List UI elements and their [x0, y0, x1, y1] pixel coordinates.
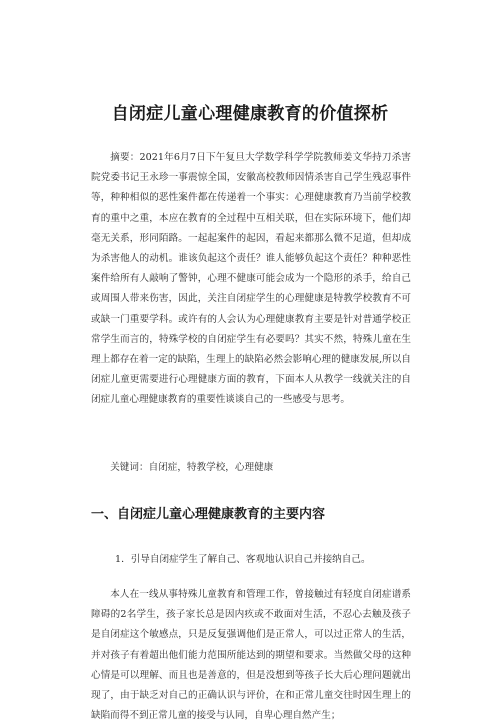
document-title: 自闭症儿童心理健康教育的价值探析 — [111, 104, 389, 125]
keywords-paragraph — [91, 458, 411, 478]
keywords-label: 关键词： — [110, 462, 149, 473]
abstract-text: 2021年6月7日下午复旦大学数学科学学院教师姜文华持刀杀害院党委书记王永珍一事震惊全国，安徽高校教师因情杀害自己学生残忍事件等，种种相似的恶性案件都在传递着一个事实：心理健康教育乃当前学校教育的重中之重，本应在教育的全过程中互相关联，但在实际环境下，他们却毫无关系，形同陌路。一起起案件的起因，看起来都那么微不足道，但却成为杀害他人的动机。谁该负起这个责任？谁人能够负起这个责任？种种恶性案件给所有人敲响了警钟，心理不健康可能会成为一个隐形的杀手，给自己或周围人带来伤害，因此，关注自闭症学生的心理健康是特教学校教育不可或缺一门重要学科。或许有的人会认为心理健康教育主要是针对普通学校正常学生而言的，特殊学校的自闭症学生有必要吗？其实不然，特殊儿童在生理上都存在着一定的缺陷，生理上的缺陷必然会影响心理的健康发展,所以自闭症儿童更需要进行心理健康方面的教育，下面本人从教学一线就关注的自闭症儿童心理健康教育的重要性谈谈自己的一些感受与思考。 — [91, 152, 412, 406]
abstract-paragraph — [91, 148, 411, 411]
keywords-text: 自闭症，特教学校，心理健康 — [148, 462, 274, 473]
abstract-label: 摘要： — [110, 152, 140, 163]
subsection-heading: 1．引导自闭症学生了解自己、客观地认识自己并接纳自己。 — [115, 554, 371, 565]
section-heading: 一、自闭症儿童心理健康教育的主要内容 — [91, 507, 326, 522]
body-paragraph: 本人在一线从事特殊儿童教育和管理工作，曾接触过有轻度自闭症谱系障碍的2名学生，孩子家长总是因内疚或不敢面对生活，不忍心去触及孩子是自闭症这个敏感点，只是反复强调他们是正常人，可以过正常人的生活，并对孩子有着超出他们能力范围所能达到的期望和要求。当然做父母的这种心情是可以理解、而且也是善意的，但是没想到等孩子长大后心理问题就出现了，由于缺乏对自己的正确认识与评价，在和正常儿童交往时因生理上的缺陷而得不到正常儿童的接受与认同，自卑心理自然产生； — [91, 589, 411, 722]
